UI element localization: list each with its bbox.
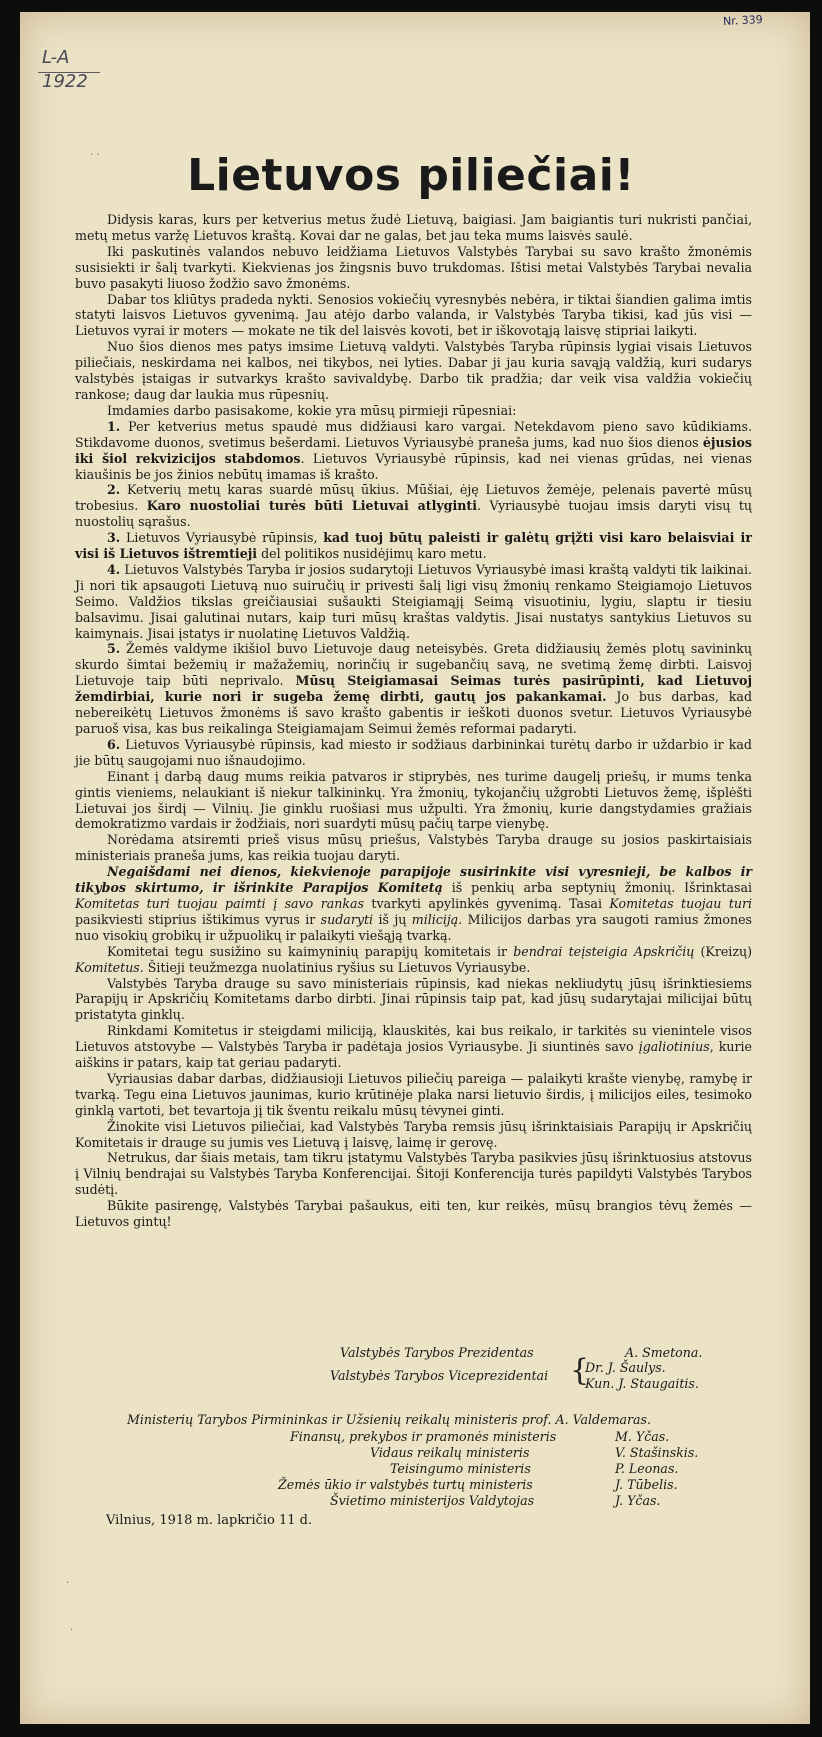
paragraph-text: iš penkių arba septynių žmonių. Išrinktasai — [442, 880, 752, 896]
point-text: Lietuvos Vyriausybė rūpinsis, — [125, 530, 324, 546]
brace-mark: { — [570, 1353, 590, 1388]
body-paragraph — [75, 1023, 752, 1071]
body-paragraph — [75, 1150, 752, 1198]
minister-name: V. Stašinskis. — [615, 1445, 699, 1460]
ink-speck: · — [70, 1625, 74, 1636]
prime-minister-line: Ministerių Tarybos Pirmininkas ir Užsienių reikalų ministeris prof. A. Valdemaras. — [127, 1412, 652, 1427]
minister-title: Švietimo ministerijos Valdytojas — [330, 1493, 535, 1508]
paragraph-text: Komitetai tegu susižino su kaimyninių parapijų komitetais ir — [107, 943, 514, 959]
proclamation-title: Lietuvos piliečiai! — [187, 150, 635, 201]
point-number: 4. — [107, 561, 121, 577]
paragraph-text: Rinkdami Komitetus ir steigdami miliciją, klauskitės, kai bus reikalo, ir tarkitės su vienintele visos Lietuvos atstovybe — Valstybės Taryba ir padėtaja josios Vyriausybe. Ji siuntinės savo — [75, 1023, 752, 1055]
body-paragraph — [75, 944, 752, 976]
point-number: 2. — [107, 482, 121, 498]
paragraph-text: Norėdama atsiremti prieš visus mūsų priešus, Valstybės Taryba drauge su josios paskirtaisiais ministeriais praneša jums, kas reikia tuojau daryti. — [75, 832, 752, 864]
president-title: Valstybės Tarybos Prezidentas — [340, 1345, 534, 1360]
paragraph-text: Šitieji teužmezga nuolatinius ryšius su Lietuvos Vyriausybe. — [143, 959, 531, 975]
paragraph-text: Netrukus, dar šiais metais, tam tikru įstatymu Valstybės Taryba pasikvies jūsų išrinktuosius atstovus į Vilnių bendrajai su Valstybės Taryba Konferencijai. Šitoji Konferencija turės papildyti Valstybės Tarybos sudėtį. — [75, 1150, 752, 1198]
point-text: . Vyriausybė tuojau imsis daryti visų tų nuostolių sąrašus. — [75, 498, 753, 530]
point-text: Lietuvos Valstybės Taryba ir josios sudarytoji Lietuvos Vyriausybė imasi kraštą valdyti tik laikinai. Ji nori tik apsaugoti Lietuvą nuo suiručių ir privesti šalį ligi visų žmonių renkamo Steigiamojo Lietuvos Seimo. Valdžios tikslas greičiausiai sušaukti Steigiamąjį Seimą visuotiniu, lygiu, slaptu ir tiesiu balsavimu. Jisai galutinai nutars, kaip turi mūsų kraštas valdytis. Jisai nustatys santykius Lietuvos su kaimynais. Jisai įstatys ir nuolatinę Lietuvos Valdžią. — [75, 561, 752, 641]
numbered-point — [75, 641, 752, 736]
point-text: Ketverių metų karas suardė mūsų ūkius. Mūšiai, ėję Lietuvos žemėje, pelenais pavertė mūsų trobesius. — [75, 482, 753, 514]
body-paragraph — [75, 769, 752, 833]
point-bold-text: Karo nuostoliai turės būti Lietuvai atlyginti — [146, 498, 478, 514]
point-text: Lietuvos Vyriausybė rūpinsis, kad miesto ir sodžiaus darbininkai turėtų darbo ir uždarbio ir kad jie būtų saugojami nuo išnaudojimo. — [75, 736, 752, 768]
paragraph-text: Žinokite visi Lietuvos piliečiai, kad Valstybės Taryba remsis jūsų išrinktaisiais Parapijų ir Apskričių Komitetais ir drauge su jumis ves Lietuvą į laisvę, laimę ir gerovę. — [75, 1118, 752, 1150]
vice-president-name: Dr. J. Šaulys. — [585, 1360, 666, 1375]
archive-code-annotation — [42, 46, 88, 94]
body-paragraph — [75, 832, 752, 864]
ink-speck: · · — [90, 150, 100, 161]
minister-title: Žemės ūkio ir valstybės turtų ministeris — [278, 1477, 533, 1492]
paragraph-text: pasikviesti stiprius ištikimus vyrus ir — [75, 911, 321, 927]
vice-president-title: Valstybės Tarybos Viceprezidentai — [330, 1368, 549, 1383]
paragraph-text: Būkite pasirengę, Valstybės Tarybai pašaukus, eiti ten, kur reikės, mūsų brangios tėvų žemės — Lietuvos gintų! — [75, 1198, 752, 1230]
point-text: Per ketverius metus spaudė mus didžiausi karo vargai. Netekdavom pieno savo kūdikiams. Stikdavome duonos, svetimus bešerdami. Lietuvos Vyriausybė praneša jums, kad nuo šios dienos — [75, 418, 752, 450]
paragraph-emphasis: Negaišdami nei dienos, kiekvienoje parapijoje susirinkite visi vyresnieji, be kalbos ir tikybos skirtumo, ir išrinkite Parapijos Komitetą — [75, 864, 752, 896]
body-paragraph — [75, 1198, 752, 1230]
paragraph-text: Vyriausias dabar darbas, didžiausioji Lietuvos piliečių pareiga — palaikyti krašte vienybę, ramybę ir tvarką. Tegu eina Lietuvos jaunimas, kurio krūtinėje plaka narsi lietuvio širdis, į milicijos eiles, tesimoko ginklą vartoti, bet tevartoja jį tik šventu reikalu mūsų tėvynei ginti. — [75, 1070, 752, 1118]
paragraph-emphasis: miliciją — [411, 911, 459, 927]
paragraph-text: (Kreizų) — [694, 943, 752, 959]
archive-code-line1: L-A — [42, 47, 70, 68]
archive-code-line2: 1922 — [42, 71, 88, 92]
president-name: A. Smetona. — [625, 1345, 703, 1360]
body-paragraph — [75, 1071, 752, 1119]
minister-name: P. Leonas. — [615, 1461, 679, 1476]
minister-name: J. Tūbelis. — [615, 1477, 678, 1492]
intro-paragraph: Imdamies darbo pasisakome, kokie yra mūsų pirmieji rūpesniai: — [107, 402, 517, 418]
paragraph-emphasis: Komitetas tuojau turi — [609, 895, 752, 911]
minister-name: M. Yčas. — [615, 1429, 670, 1444]
body-paragraph — [75, 1119, 752, 1151]
point-number: 1. — [107, 418, 121, 434]
point-text: . Lietuvos Vyriausybė rūpinsis, kad nei vienas grūdas, nei vienas kiaušinis be jos žinios nebūtų imamas iš krašto. — [75, 450, 752, 482]
paragraph-text: Einant į darbą daug mums reikia patvaros ir stiprybės, nes turime daugelį priešų, ir mums tenka gintis vieniems, nelaukiant iš niekur talkininkų. Yra žmonių, tykojančių užgrobti Lietuvos žemę, išplėšti Lietuvai jos širdį — Vilnių. Jie ginklu ruošiasi mus užpulti. Yra žmonių, kurie dangstydamies gražiais demokratizmo vardais ir žodžiais, nori suardyti mūsų pačių tarpe vienybę. — [75, 768, 752, 832]
proclamation-body — [75, 212, 752, 1230]
paragraph-text: Valstybės Taryba drauge su savo ministeriais rūpinsis, kad niekas nekliudytų jūsų išrinktiesiems Parapijų ir Apskričių Komitetams darbo dirbti. Jinai rūpinsis taip pat, kad jūsų sudarytajai milicijai būtų pristatyta ginklų. — [75, 975, 752, 1023]
paragraph-emphasis: Komitetus. — [75, 959, 144, 975]
paragraph-text: tvarkyti apylinkės gyvenimą. Tasai — [363, 895, 610, 911]
vice-president-name: Kun. J. Staugaitis. — [585, 1376, 699, 1391]
paragraph-text: , kurie aiškins ir patars, kaip tat geriau padaryti. — [75, 1039, 753, 1071]
point-bold-text: Mūsų Steigiamasai Seimas turės pasirūpinti, kad Lietuvoj žemdirbiai, kurie nori ir sugeba žemę dirbti, gautų jos pakankamai. — [75, 673, 752, 705]
point-number: 6. — [107, 736, 121, 752]
body-paragraph — [75, 864, 752, 944]
paragraph-text: . Milicijos darbas yra saugoti ramius žmones nuo visokių grobikų ir užpuolikų ir palaikyti viešąją tvarką. — [75, 911, 752, 943]
point-text: del politikos nusidėjimų karo metu. — [257, 546, 487, 562]
minister-title: Finansų, prekybos ir pramonės ministeris — [290, 1429, 557, 1444]
point-number: 3. — [107, 530, 121, 546]
minister-title: Vidaus reikalų ministeris — [370, 1445, 530, 1460]
paragraph-emphasis: įgaliotinius — [638, 1039, 710, 1055]
point-number: 5. — [107, 641, 121, 657]
body-paragraph — [75, 976, 752, 1024]
numbered-point — [75, 530, 752, 562]
minister-name: J. Yčas. — [615, 1493, 661, 1508]
paragraph-emphasis: Komitetas turi tuojau paimti į savo rankas — [75, 895, 364, 911]
annotation-rule — [38, 72, 100, 73]
minister-title: Teisingumo ministeris — [390, 1461, 531, 1476]
place-and-date: Vilnius, 1918 m. lapkričio 11 d. — [106, 1513, 313, 1528]
intro-paragraph: Didysis karas, kurs per ketverius metus žudė Lietuvą, baigiasi. Jam baigiantis turi nukristi pančiai, metų metus varžę Lietuvos kraštą. Kovai dar ne galas, bet jau teka mums laisvės saulė. — [75, 212, 752, 243]
intro-paragraph: Dabar tos kliūtys pradeda nykti. Senosios vokiečių vyresnybės nebėra, ir tiktai šiandien galima imtis statyti laisvos Lietuvos gyvenimą. Jau atėjo darbo valanda, ir Valstybės Taryba tikisi, kad jūs visi — Lietuvos vyrai ir moters — mokate ne tik del laisvės kovoti, bet ir iškovotąją laisvę stipriai laikyti. — [75, 291, 752, 339]
ink-speck: · — [66, 1578, 70, 1589]
intro-paragraph: Iki paskutinės valandos nebuvo leidžiama Lietuvos Valstybės Tarybai su savo krašto žmonėmis susisiekti ir šalį tvarkyti. Kiekvienas jos žingsnis buvo trukdomas. Ištisi metai Valstybės Tarybai nevalia buvo pasakyti liuoso žodžio savo žmonėms. — [75, 243, 752, 291]
numbered-point — [75, 737, 752, 769]
paragraph-emphasis: bendrai teįsteigia Apskričių — [513, 943, 695, 959]
point-bold-text: kad tuoj būtų paleisti ir galėtų grįžti visi karo belaisviai ir visi iš Lietuvos ištremtieji — [75, 530, 752, 562]
point-text: Žemės valdyme ikišiol buvo Lietuvoje daug neteisybės. Greta didžiausių žemės plotų savininkų skurdo šimtai bežemių ir mažažemių, norinčių ir sugebančių savą, ne svetimą žemę dirbti. Laisvoj Lietuvoje taip būti neprivalo. — [75, 641, 752, 689]
intro-paragraph: Nuo šios dienos mes patys imsime Lietuvą valdyti. Valstybės Taryba rūpinsis lygiai visais Lietuvos piliečiais, neskirdama nei kalbos, nei tikybos, nei lyties. Dabar ji jau kuria savąją valdžią, kuri sudarys valstybės įstaigas ir sutvarkys krašto savivaldybę. Darbo tik pradžia; dar veik visa valdžia vokiečių rankose; daug dar laukia mus rūpesnių. — [75, 339, 752, 402]
numbered-point — [75, 562, 752, 642]
numbered-point — [75, 482, 752, 530]
paragraph-emphasis: sudaryti — [320, 911, 374, 927]
point-bold-text: ėjusios iki šiol rekvizicijos stabdomos — [75, 434, 752, 466]
numbered-point — [75, 419, 752, 483]
paragraph-text: iš jų — [373, 911, 412, 927]
point-text: Jo bus darbas, kad nebereikėtų Lietuvos žmonėms iš savo krašto gabentis ir ieškoti duonos svetur. Lietuvos Vyriausybė paruoš visa, kas bus reikalinga Steigiamajam Seimui žemės reformai padaryti. — [75, 689, 753, 736]
archive-number-annotation: Nr. 339 — [722, 12, 764, 29]
